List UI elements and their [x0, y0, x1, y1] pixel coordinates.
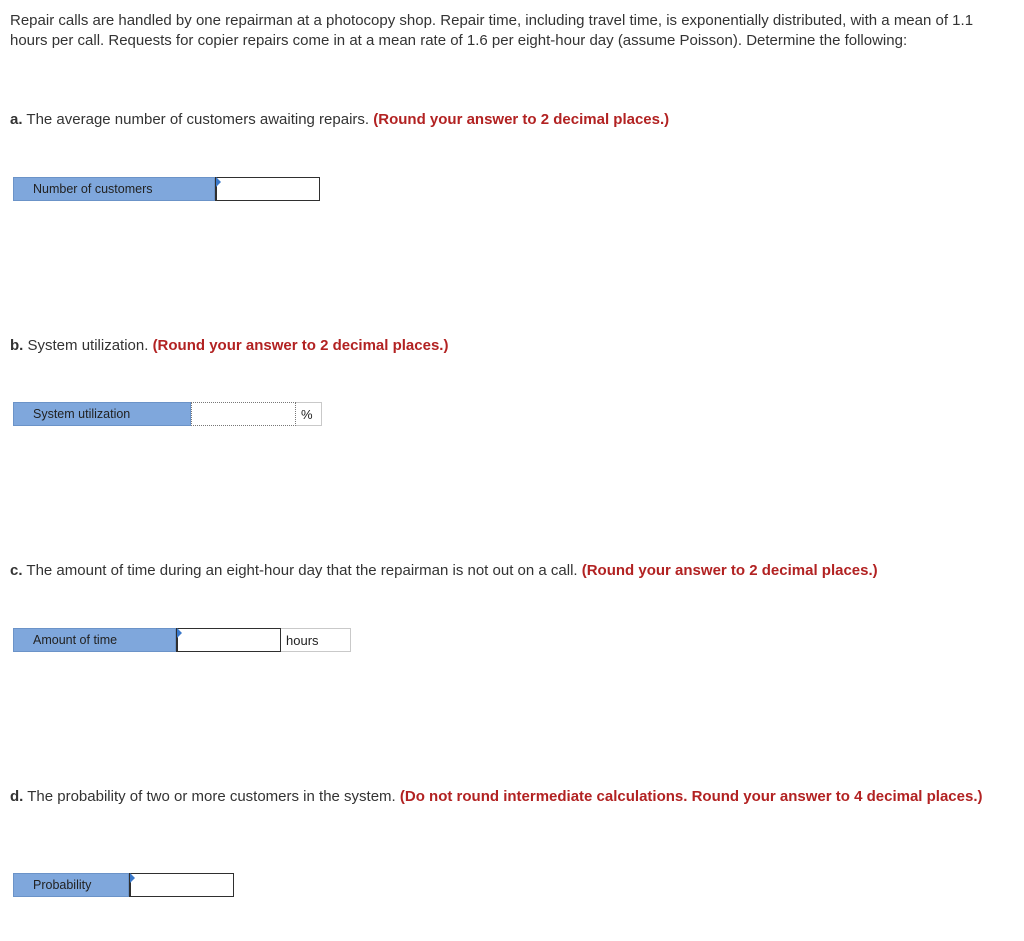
question-a	[10, 110, 1010, 130]
probability-input[interactable]	[131, 874, 233, 896]
answer-row-b	[13, 402, 322, 424]
question-d	[10, 787, 1010, 807]
flag-icon	[177, 628, 182, 638]
amount-of-time-input-cell	[176, 628, 281, 652]
answer-row-d	[13, 873, 234, 895]
question-c	[10, 561, 1010, 581]
answer-row-a	[13, 177, 320, 199]
number-of-customers-input[interactable]	[217, 178, 319, 200]
question-b	[10, 336, 1010, 356]
rounding-note: (Round your answer to 2 decimal places.)	[373, 111, 670, 128]
question-letter: b.	[10, 337, 24, 354]
amount-of-time-input[interactable]	[178, 629, 280, 651]
rounding-note: (Do not round intermediate calculations. Round your answer to 4 decimal places.)	[399, 788, 983, 805]
unit-label: hours	[281, 628, 351, 652]
rounding-note: (Round your answer to 2 decimal places.)	[581, 562, 878, 579]
question-text: System utilization.	[23, 337, 153, 354]
question-text: The probability of two or more customers in the system.	[23, 788, 400, 805]
field-label: Probability	[13, 873, 129, 897]
question-letter: d.	[10, 788, 24, 805]
field-label: Number of customers	[13, 177, 215, 201]
problem-statement: Repair calls are handled by one repairman at a photocopy shop. Repair time, including travel time, is exponentially distributed, with a mean of 1.1 hours per call. Requests for copier repairs come in at a mean rate of 1.6 per eight-hour day (assume Poisson). Determine the following:	[10, 12, 974, 49]
probability-input-cell	[129, 873, 234, 897]
question-letter: c.	[10, 562, 23, 579]
answer-row-c	[13, 628, 351, 650]
field-label: Amount of time	[13, 628, 176, 652]
flag-icon	[130, 873, 135, 883]
system-utilization-input[interactable]	[192, 403, 295, 425]
question-letter: a.	[10, 111, 23, 128]
rounding-note: (Round your answer to 2 decimal places.)	[152, 337, 449, 354]
field-label: System utilization	[13, 402, 191, 426]
question-text: The average number of customers awaiting repairs.	[22, 111, 374, 128]
number-of-customers-input-cell	[215, 177, 320, 201]
system-utilization-input-cell	[191, 402, 296, 426]
flag-icon	[216, 177, 221, 187]
unit-label: %	[296, 402, 322, 426]
question-text: The amount of time during an eight-hour day that the repairman is not out on a call.	[22, 562, 582, 579]
